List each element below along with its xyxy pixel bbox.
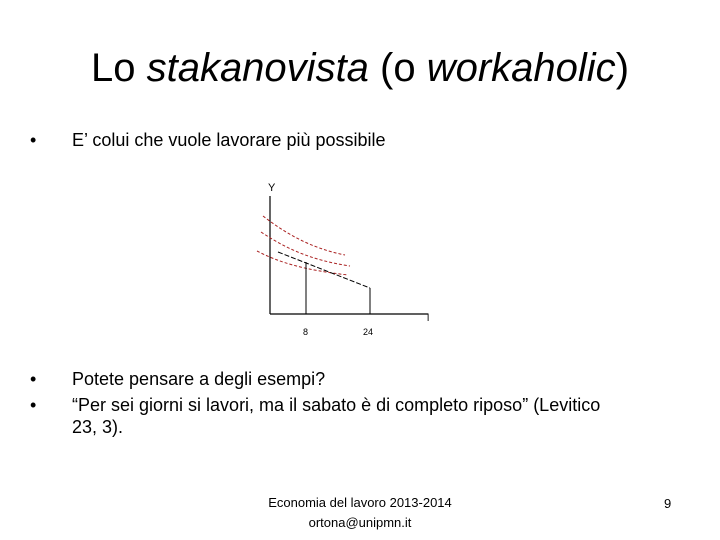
y-axis-label: Y [268,182,276,194]
page-number: 9 [664,496,672,511]
footer-email: ortona@unipmn.it [308,515,412,530]
bullet-text-continuation: 23, 3). [72,417,124,437]
title-emphasis-workaholic: workaholic [426,46,616,90]
title-post: ) [615,46,630,90]
bullet-dot: • [30,130,37,150]
x-axis-label: l [427,313,430,324]
bullet-text: “Per sei giorni si lavori, ma il sabato è di completo riposo” (Levitico [72,395,601,415]
footer [230,493,490,533]
title-emphasis-stakanovista: stakanovista [146,46,369,90]
bullet-text: E’ colui che vuole lavorare più possibile [72,130,386,150]
indifference-curve-2 [261,232,350,266]
indifference-curve-graph [250,178,450,340]
bullet-dot: • [30,369,37,389]
title-mid: (o [368,46,427,90]
title-pre: Lo [90,46,147,90]
bullet-dot: • [30,395,37,415]
footer-course: Economia del lavoro 2013-2014 [268,495,452,510]
bullet-text: Potete pensare a degli esempi? [72,369,326,389]
indifference-curve-1 [263,216,345,255]
slide-title [0,42,720,94]
tick-label-8: 8 [303,327,309,337]
budget-line [278,252,370,288]
tick-label-24: 24 [363,327,374,337]
